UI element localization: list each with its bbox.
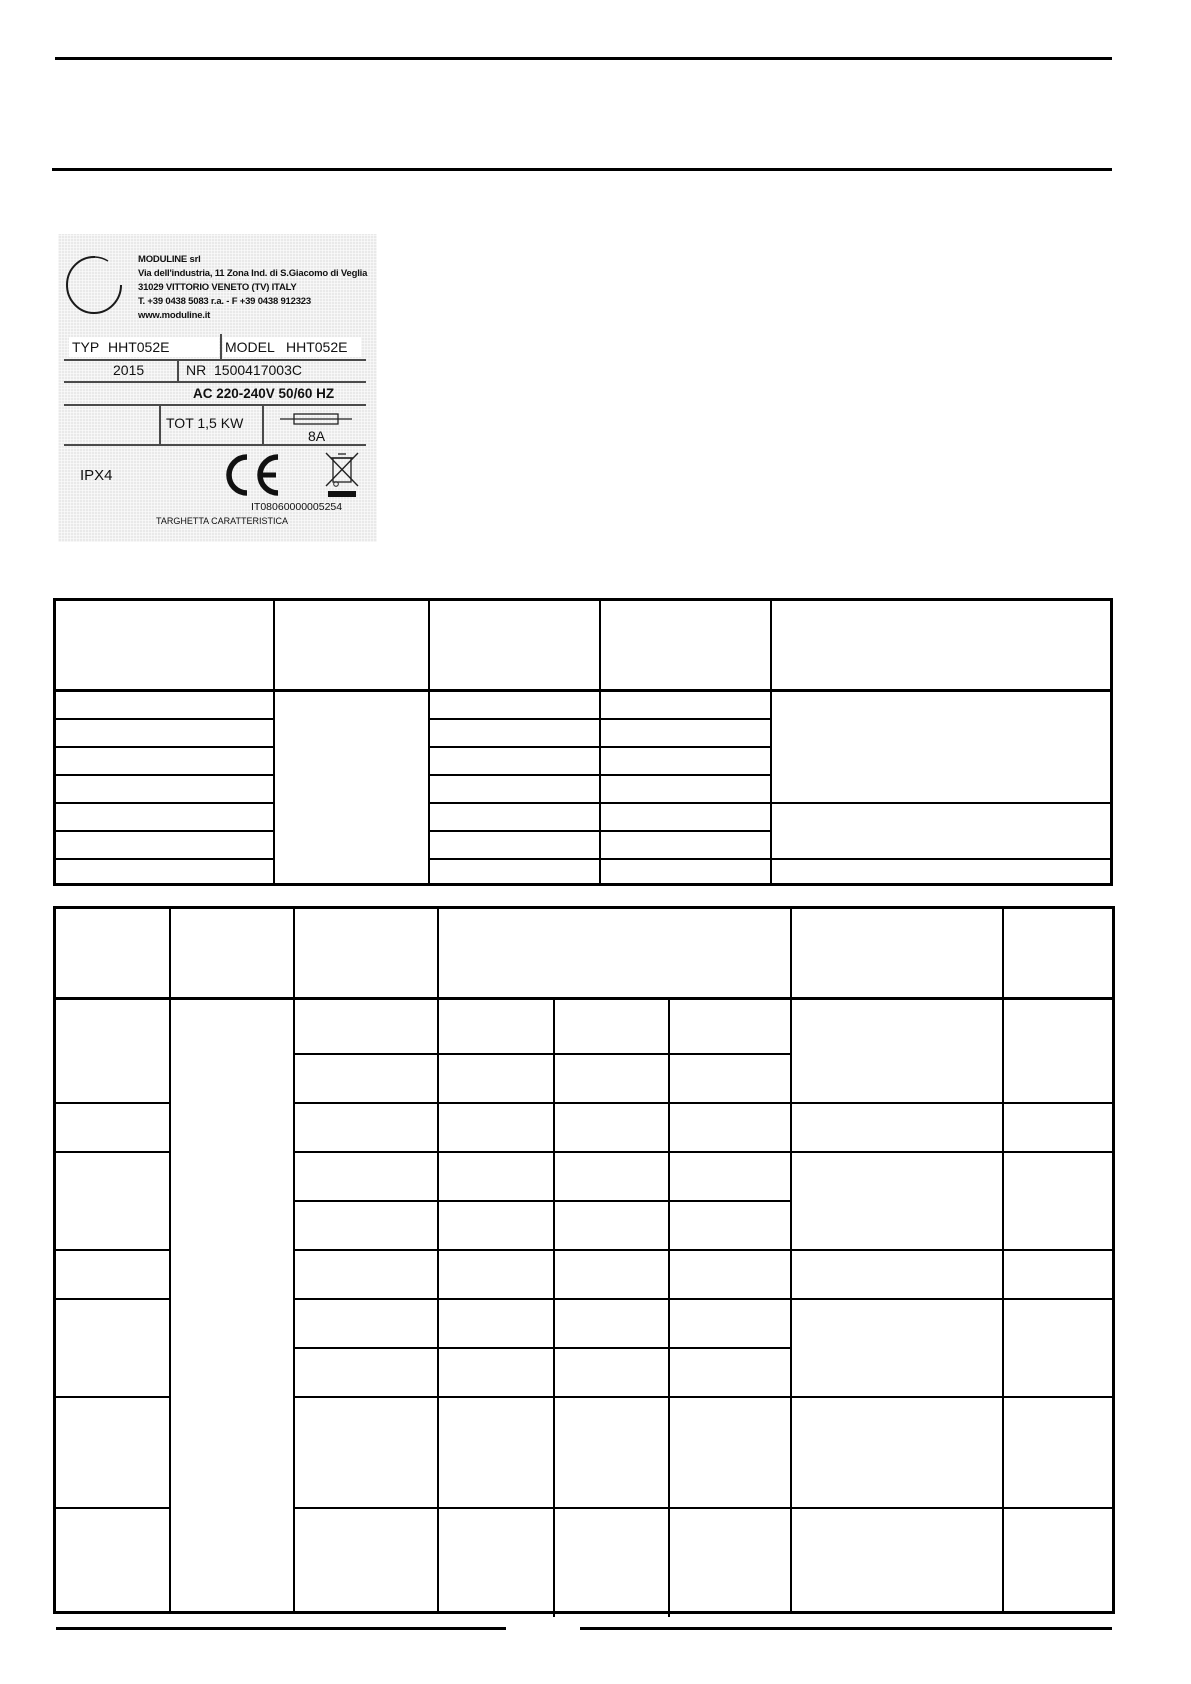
plate-rule (64, 381, 366, 383)
table-1-row-line (428, 774, 770, 776)
ip-rating: IPX4 (80, 467, 113, 484)
typ-value: HHT052E (108, 339, 170, 355)
table-1-header-divider (56, 689, 1110, 692)
table-1-row-line (770, 858, 1110, 860)
table-1-col-line (428, 601, 430, 883)
table-1-row-line (428, 746, 770, 748)
fuse-icon (280, 412, 352, 426)
company-city: 31029 VITTORIO VENETO (TV) ITALY (138, 282, 297, 293)
power-fuse-divider (262, 405, 264, 444)
voltage-value: AC 220-240V 50/60 HZ (193, 386, 335, 401)
table-1-col-line (599, 601, 601, 883)
table-1-row-line (56, 802, 273, 804)
year-nr-divider (177, 360, 179, 381)
table-2-row-line (56, 1396, 169, 1398)
table-2-row-line (293, 1053, 790, 1055)
table-2-row-line (56, 1151, 169, 1153)
table-2-row-line (293, 1249, 790, 1251)
table-2-row-line (293, 1102, 790, 1104)
table-1-row-line (56, 774, 273, 776)
table-2-row-line (293, 1151, 790, 1153)
weee-bin-icon (323, 450, 361, 498)
power-left-divider (159, 405, 161, 444)
company-phone: T. +39 0438 5083 r.a. - F +39 0438 912323 (138, 296, 311, 307)
table-1-row-line (56, 718, 273, 720)
table-1-row-line (56, 858, 273, 860)
table-2-subcol-line (668, 997, 670, 1617)
plate-caption: TARGHETTA CARATTERISTICA (156, 516, 289, 526)
power-value: TOT 1,5 KW (166, 415, 244, 431)
table-1-col-line (770, 601, 772, 883)
year-value: 2015 (113, 362, 145, 378)
table-2-row-line (293, 1200, 790, 1202)
nr-value: 1500417003C (214, 362, 302, 378)
model-value: HHT052E (286, 339, 348, 355)
table-2-row-line (790, 1507, 1112, 1509)
table-2-col-line (1002, 909, 1004, 1611)
table-2-row-line (56, 1102, 169, 1104)
table-1-col-line (273, 601, 275, 883)
table-2-col-line (790, 909, 792, 1611)
nr-label: NR (186, 362, 207, 378)
table-2-row-line (790, 1298, 1112, 1300)
table-1-row-line (56, 830, 273, 832)
table-2-row-line (790, 1396, 1112, 1398)
header-bottom-rule (52, 168, 1112, 171)
table-1-row-line (428, 802, 770, 804)
table-2-row-line (56, 1507, 169, 1509)
table-2-header-divider (56, 997, 1112, 1000)
table-2-row-line (293, 1396, 790, 1398)
table-1-row-line (56, 746, 273, 748)
weee-code: IT08060000005254 (251, 501, 343, 513)
plate-rule (64, 359, 366, 361)
table-1-row-line (428, 718, 770, 720)
table-2-row-line (790, 1102, 1112, 1104)
model-label: MODEL (225, 339, 275, 355)
table-1-row-line (770, 802, 1110, 804)
table-2 (53, 906, 1115, 1614)
table-2-row-line (790, 1151, 1112, 1153)
typ-label: TYP (72, 339, 100, 355)
plate-rule (64, 444, 366, 446)
table-1-row-line (428, 830, 770, 832)
company-website: www.moduline.it (138, 310, 211, 321)
table-2-row-line (56, 1298, 169, 1300)
company-address: Via dell'industria, 11 Zona Ind. di S.Giacomo di Veglia (138, 268, 368, 279)
plate-rule (64, 404, 366, 406)
table-2-row-line (293, 1298, 790, 1300)
typ-model-divider (220, 334, 222, 360)
moduline-logo (64, 251, 126, 319)
table-2-col-line (293, 909, 295, 1611)
ce-mark-icon (220, 452, 282, 498)
table-1 (53, 598, 1113, 886)
footer-rule-right (580, 1627, 1112, 1630)
table-2-subcol-line (553, 997, 555, 1617)
footer-rule-left (56, 1627, 506, 1630)
table-2-row-line (293, 1507, 790, 1509)
table-2-row-line (790, 1249, 1112, 1251)
table-1-row-line (428, 858, 770, 860)
table-2-row-line (293, 1347, 790, 1349)
table-2-row-line (56, 1249, 169, 1251)
table-2-col-line (437, 909, 439, 1611)
rating-plate (58, 234, 377, 542)
company-name: MODULINE srl (138, 254, 201, 265)
table-2-col-line (169, 909, 171, 1611)
fuse-rating: 8A (308, 428, 326, 444)
header-top-rule (55, 57, 1112, 60)
